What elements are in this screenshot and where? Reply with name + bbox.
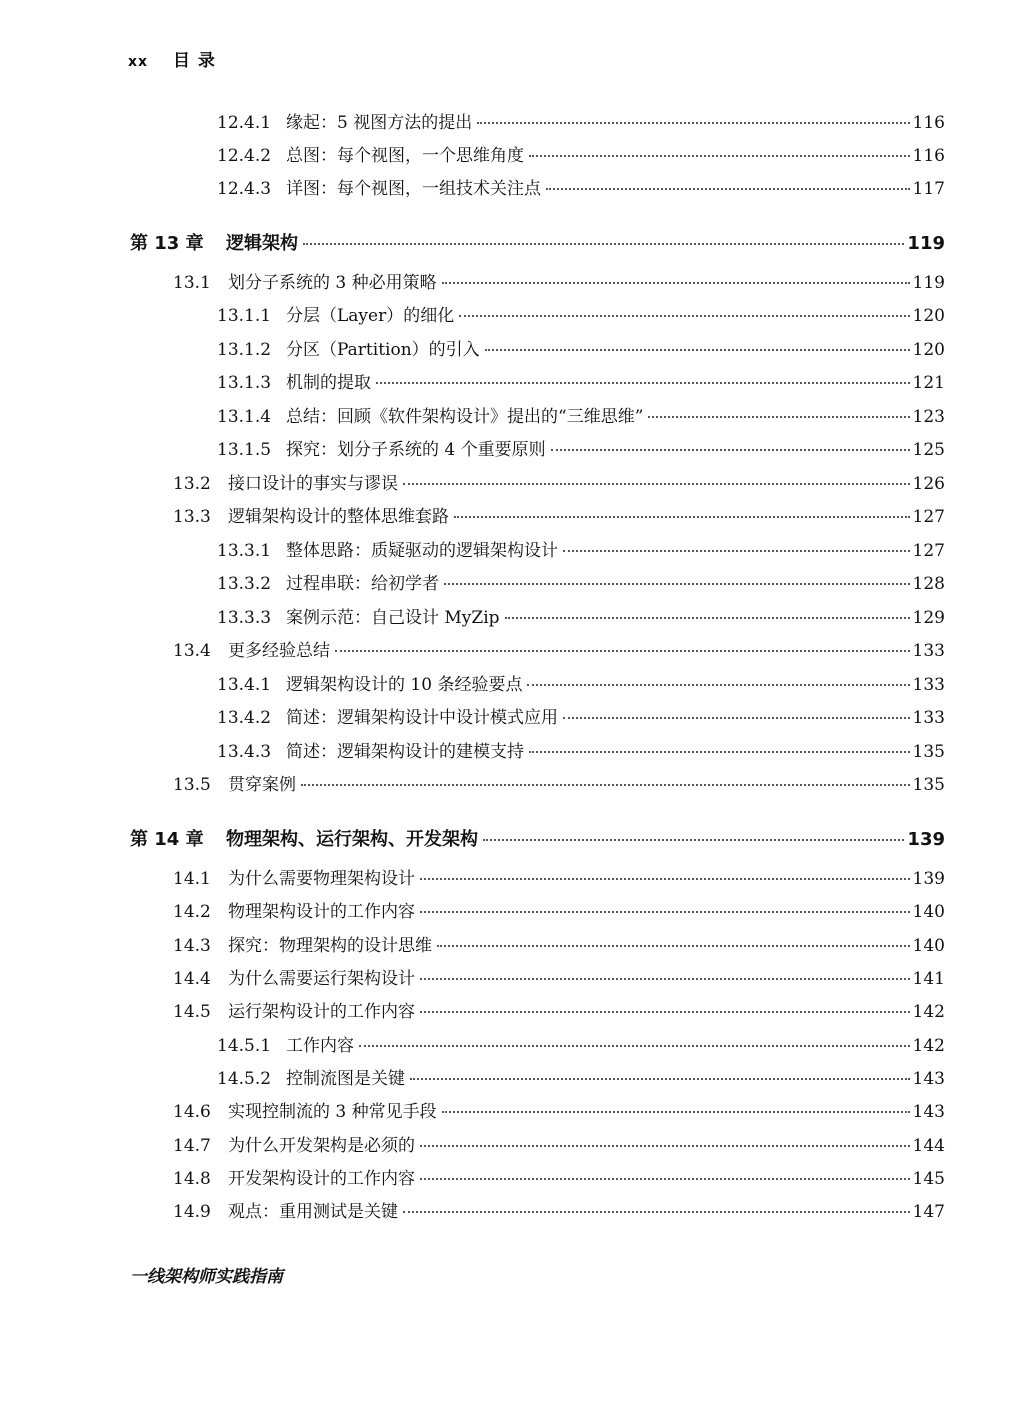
- toc-leader-dots: [444, 583, 910, 585]
- toc-entry-title: 物理架构设计的工作内容: [228, 902, 415, 922]
- toc-entry-number: 12.4.3: [217, 179, 272, 199]
- toc-entry: [217, 607, 945, 629]
- toc-entry-title: 逻辑架构设计的整体思维套路: [228, 507, 449, 527]
- toc-entry-title: 逻辑架构设计的 10 条经验要点: [286, 675, 523, 695]
- toc-entry-number: 14.4: [173, 969, 211, 989]
- toc-entry-number: 13.4.3: [217, 742, 272, 762]
- toc-leader-dots: [442, 1111, 910, 1113]
- toc-entry-title: 简述：逻辑架构设计中设计模式应用: [286, 708, 558, 728]
- toc-entry: [173, 1168, 945, 1190]
- toc-entry-title: 运行架构设计的工作内容: [228, 1002, 415, 1022]
- toc-leader-dots: [359, 1045, 910, 1047]
- toc-entry-page: 128: [912, 574, 945, 594]
- toc-entry: [217, 406, 945, 428]
- toc-entry-title: 整体思路：质疑驱动的逻辑架构设计: [286, 541, 558, 561]
- toc-entry-number: 14.6: [173, 1102, 211, 1122]
- toc-leader-dots: [477, 122, 909, 124]
- toc-entry-page: 140: [912, 902, 945, 922]
- toc-leader-dots: [527, 684, 909, 686]
- toc-entry: [173, 968, 945, 990]
- toc-entry: [173, 473, 945, 495]
- toc-leader-dots: [335, 650, 910, 652]
- toc-entry-number: 第 14 章: [130, 829, 204, 850]
- toc-entry-number: 14.7: [173, 1136, 211, 1156]
- toc-leader-dots: [420, 978, 910, 980]
- toc-entry-title: 为什么需要物理架构设计: [228, 869, 415, 889]
- toc-entry-page: 133: [912, 708, 945, 728]
- toc-entry-page: 116: [912, 146, 945, 166]
- toc-entry: [130, 829, 945, 851]
- toc-entry: [173, 901, 945, 923]
- toc-entry-title: 过程串联：给初学者: [286, 574, 439, 594]
- toc-entry-page: 117: [912, 179, 945, 199]
- toc-entry: [173, 935, 945, 957]
- toc-leader-dots: [442, 282, 910, 284]
- toc-entry-page: 143: [912, 1069, 945, 1089]
- toc-entry: [217, 112, 945, 134]
- toc-entry: [173, 1101, 945, 1123]
- toc-entry: [173, 1001, 945, 1023]
- toc-entry: [173, 868, 945, 890]
- toc-entry-title: 更多经验总结: [228, 641, 330, 661]
- toc-entry-title: 总结：回顾《软件架构设计》提出的“三维思维”: [286, 407, 644, 427]
- toc-entry-number: 14.5: [173, 1002, 211, 1022]
- toc-entry: [217, 439, 945, 461]
- toc-entry-number: 13.1.4: [217, 407, 272, 427]
- toc-entry-page: 141: [912, 969, 945, 989]
- toc-entry-number: 14.1: [173, 869, 211, 889]
- toc-leader-dots: [420, 878, 910, 880]
- toc-entry: [217, 145, 945, 167]
- toc-entry-page: 126: [912, 474, 945, 494]
- toc-entry: [217, 1068, 945, 1090]
- toc-leader-dots: [410, 1078, 910, 1080]
- toc-entry: [217, 540, 945, 562]
- toc-entry-number: 14.8: [173, 1169, 211, 1189]
- toc-entry-number: 14.2: [173, 902, 211, 922]
- toc-entry-page: 139: [907, 829, 945, 850]
- toc-entry-number: 13.3.2: [217, 574, 272, 594]
- toc-entry-title: 实现控制流的 3 种常见手段: [228, 1102, 437, 1122]
- toc-entry-page: 127: [912, 507, 945, 527]
- toc-entry-number: 13.4.1: [217, 675, 272, 695]
- toc-entry-title: 工作内容: [286, 1036, 354, 1056]
- toc-leader-dots: [437, 945, 910, 947]
- toc-entry-title: 为什么需要运行架构设计: [228, 969, 415, 989]
- toc-entry-number: 第 13 章: [130, 233, 204, 254]
- toc-entry-title: 探究：划分子系统的 4 个重要原则: [286, 440, 546, 460]
- toc-entry-page: 142: [912, 1036, 945, 1056]
- header-page-number: xx: [128, 54, 149, 70]
- toc-leader-dots: [454, 516, 910, 518]
- toc-entry-page: 123: [912, 407, 945, 427]
- toc-entry-page: 135: [912, 775, 945, 795]
- toc-entry-page: 144: [912, 1136, 945, 1156]
- toc-leader-dots: [505, 617, 910, 619]
- toc-entry: [217, 741, 945, 763]
- running-footer: 一线架构师实践指南: [130, 1267, 283, 1287]
- toc-entry-number: 13.3.1: [217, 541, 272, 561]
- toc-entry-number: 12.4.2: [217, 146, 272, 166]
- toc-entry-number: 14.9: [173, 1202, 211, 1222]
- toc-leader-dots: [376, 382, 910, 384]
- toc-entry-page: 120: [912, 340, 945, 360]
- toc-entry-page: 143: [912, 1102, 945, 1122]
- toc-entry-title: 划分子系统的 3 种必用策略: [228, 273, 437, 293]
- toc-entry-number: 14.5.1: [217, 1036, 272, 1056]
- toc-entry: [217, 305, 945, 327]
- toc-entry-page: 119: [912, 273, 945, 293]
- toc-leader-dots: [529, 155, 910, 157]
- toc-entry-title: 总图：每个视图，一个思维角度: [286, 146, 524, 166]
- header-title: 目 录: [172, 51, 216, 71]
- toc-entry-page: 133: [912, 675, 945, 695]
- toc-entry-page: 116: [912, 113, 945, 133]
- toc-entry-title: 简述：逻辑架构设计的建模支持: [286, 742, 524, 762]
- toc-entry-number: 13.3: [173, 507, 211, 527]
- toc-entry-page: 119: [907, 233, 945, 254]
- toc-entry-title: 为什么开发架构是必须的: [228, 1136, 415, 1156]
- toc-entry-title: 分区（Partition）的引入: [286, 340, 480, 360]
- toc-leader-dots: [420, 1011, 910, 1013]
- toc-entry-title: 物理架构、运行架构、开发架构: [226, 829, 478, 850]
- toc-entry: [217, 674, 945, 696]
- toc-entry-number: 13.1.5: [217, 440, 272, 460]
- toc-entry-title: 逻辑架构: [226, 233, 298, 254]
- toc-leader-dots: [403, 1211, 910, 1213]
- toc-leader-dots: [563, 717, 910, 719]
- toc-leader-dots: [485, 349, 910, 351]
- toc-entry: [173, 1135, 945, 1157]
- toc-entry-page: 135: [912, 742, 945, 762]
- toc-leader-dots: [403, 483, 910, 485]
- toc-leader-dots: [546, 188, 910, 190]
- toc-entry: [217, 372, 945, 394]
- toc-leader-dots: [529, 751, 910, 753]
- toc-entry-number: 13.2: [173, 474, 211, 494]
- toc-entry-title: 机制的提取: [286, 373, 371, 393]
- toc-entry-number: 13.1: [173, 273, 211, 293]
- toc-leader-dots: [420, 1178, 910, 1180]
- toc-entry-title: 分层（Layer）的细化: [286, 306, 455, 326]
- toc-entry-number: 13.4.2: [217, 708, 272, 728]
- toc-leader-dots: [420, 911, 910, 913]
- toc-entry: [217, 707, 945, 729]
- toc-entry: [130, 233, 945, 255]
- toc-entry-page: 127: [912, 541, 945, 561]
- toc-entry-page: 142: [912, 1002, 945, 1022]
- toc-leader-dots: [483, 839, 904, 841]
- toc-entry-page: 125: [912, 440, 945, 460]
- toc-entry-title: 贯穿案例: [228, 775, 296, 795]
- toc-entry-number: 14.3: [173, 936, 211, 956]
- toc-leader-dots: [563, 550, 910, 552]
- toc-entry: [173, 640, 945, 662]
- toc-leader-dots: [301, 784, 910, 786]
- toc-entry: [173, 272, 945, 294]
- toc-entry-page: 129: [912, 608, 945, 628]
- toc-entry: [217, 573, 945, 595]
- toc-entry-number: 13.5: [173, 775, 211, 795]
- toc-entry: [217, 1035, 945, 1057]
- toc-entry-number: 12.4.1: [217, 113, 272, 133]
- toc-entry-page: 121: [912, 373, 945, 393]
- toc-entry-number: 13.1.1: [217, 306, 272, 326]
- toc-entry-number: 13.4: [173, 641, 211, 661]
- toc-entry-number: 14.5.2: [217, 1069, 272, 1089]
- toc-entry-page: 139: [912, 869, 945, 889]
- toc-entry-page: 140: [912, 936, 945, 956]
- toc-entry-title: 详图：每个视图，一组技术关注点: [286, 179, 541, 199]
- toc-entry-number: 13.1.2: [217, 340, 272, 360]
- toc-entry-title: 缘起：5 视图方法的提出: [286, 113, 473, 133]
- toc-entry: [217, 178, 945, 200]
- toc-entry-title: 接口设计的事实与谬误: [228, 474, 398, 494]
- toc-entry-number: 13.1.3: [217, 373, 272, 393]
- toc-entry-page: 133: [912, 641, 945, 661]
- toc-leader-dots: [459, 315, 909, 317]
- toc-leader-dots: [551, 449, 910, 451]
- toc-entry: [173, 506, 945, 528]
- toc-entry-page: 145: [912, 1169, 945, 1189]
- toc-leader-dots: [648, 416, 909, 418]
- toc-leader-dots: [420, 1145, 910, 1147]
- toc-entry-title: 探究：物理架构的设计思维: [228, 936, 432, 956]
- toc-entry-page: 120: [912, 306, 945, 326]
- toc-entry-title: 控制流图是关键: [286, 1069, 405, 1089]
- toc-entry-page: 147: [912, 1202, 945, 1222]
- toc-leader-dots: [303, 243, 904, 245]
- toc-entry: [173, 774, 945, 796]
- toc-entry-title: 案例示范：自己设计 MyZip: [286, 608, 500, 628]
- toc-entry: [173, 1201, 945, 1223]
- running-header: [128, 46, 216, 71]
- toc-entry: [217, 339, 945, 361]
- toc-entry-title: 观点：重用测试是关键: [228, 1202, 398, 1222]
- toc-entry-title: 开发架构设计的工作内容: [228, 1169, 415, 1189]
- toc-entry-number: 13.3.3: [217, 608, 272, 628]
